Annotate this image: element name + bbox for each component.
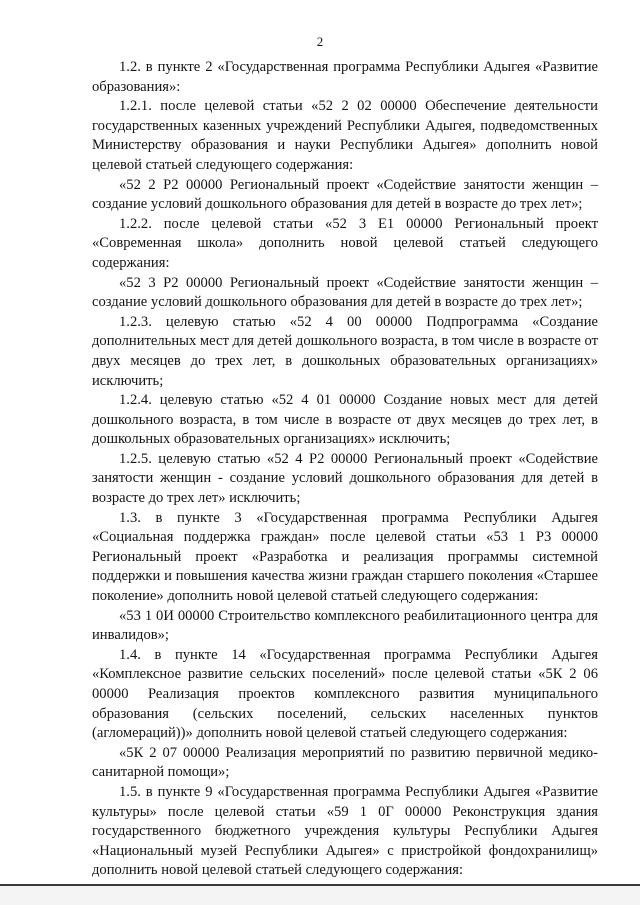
- paragraph-52-3-p2: «52 3 P2 00000 Региональный проект «Содействие занятости женщин – создание условий дошкольного образования для детей в возрасте до трех лет»;: [92, 274, 598, 311]
- paragraph-1-2-5: 1.2.5. целевую статью «52 4 P2 00000 Региональный проект «Содействие занятости женщин - создание условий дошкольного образования для детей в возрасте до трех лет» исключить;: [92, 450, 598, 507]
- page-bottom-edge: [0, 886, 640, 905]
- paragraph-53-1-0i: «53 1 0И 00000 Строительство комплексного реабилитационного центра для инвалидов»;: [92, 607, 598, 644]
- paragraph-1-2: 1.2. в пункте 2 «Государственная программа Республики Адыгея «Развитие образования»:: [92, 59, 598, 95]
- paragraph-1-2-3: 1.2.3. целевую статью «52 4 00 00000 Подпрограмма «Создание дополнительных мест для детей дошкольного возраста, в том числе в возрасте от двух месяцев до трех лет, в дошкольных образовательных организациях» исключить;: [92, 313, 598, 389]
- page-number: 2: [316, 34, 324, 49]
- paragraph-5k-2-07: «5К 2 07 00000 Реализация мероприятий по развитию первичной медико-санитарной помощи»;: [92, 744, 598, 781]
- paragraph-1-2-4: 1.2.4. целевую статью «52 4 01 00000 Создание новых мест для детей дошкольного возраста, в том числе в возрасте от двух месяцев до трех лет, в дошкольных образовательных организациях» исключить;: [92, 392, 598, 448]
- document-body: [92, 58, 598, 881]
- paragraph-1-2-1: 1.2.1. после целевой статьи «52 2 02 00000 Обеспечение деятельности государственных казенных учреждений Республики Адыгея, подведомственных Министерству образования и науки Республики Адыгея» дополнить новой целевой статьей следующего содержания:: [92, 98, 598, 173]
- paragraph-1-4: 1.4. в пункте 14 «Государственная программа Республики Адыгея «Комплексное развитие сельских поселений» после целевой статьи «5К 2 06 00000 Реализация проектов комплексного развития муниципального образования (сельских поселений, сельских населенных пунктов (агломераций))» дополнить новой целевой статьей следующего содержания:: [92, 646, 598, 742]
- paragraph-1-2-2: 1.2.2. после целевой статьи «52 3 E1 00000 Региональный проект «Современная школа» дополнить новой целевой статьей следующего содержания:: [92, 215, 598, 271]
- paragraph-1-3: 1.3. в пункте 3 «Государственная программа Республики Адыгея «Социальная поддержка граждан» после целевой статьи «53 1 P3 00000 Региональный проект «Разработка и реализация программы системной поддержки и повышения качества жизни граждан старшего поколения «Старшее поколение» дополнить новой целевой статьей следующего содержания:: [92, 509, 598, 605]
- paragraph-52-2-p2: «52 2 P2 00000 Региональный проект «Содействие занятости женщин – создание условий дошкольного образования для детей в возрасте до трех лет»;: [92, 176, 598, 213]
- paragraph-1-5: 1.5. в пункте 9 «Государственная программа Республики Адыгея «Развитие культуры» после целевой статьи «59 1 0Г 00000 Реконструкция здания государственного бюджетного учреждения культуры Республики Адыгея «Национальный музей Республики Адыгея» с пристройкой фондохранилищ» дополнить новой целевой статьей следующего содержания:: [92, 783, 598, 879]
